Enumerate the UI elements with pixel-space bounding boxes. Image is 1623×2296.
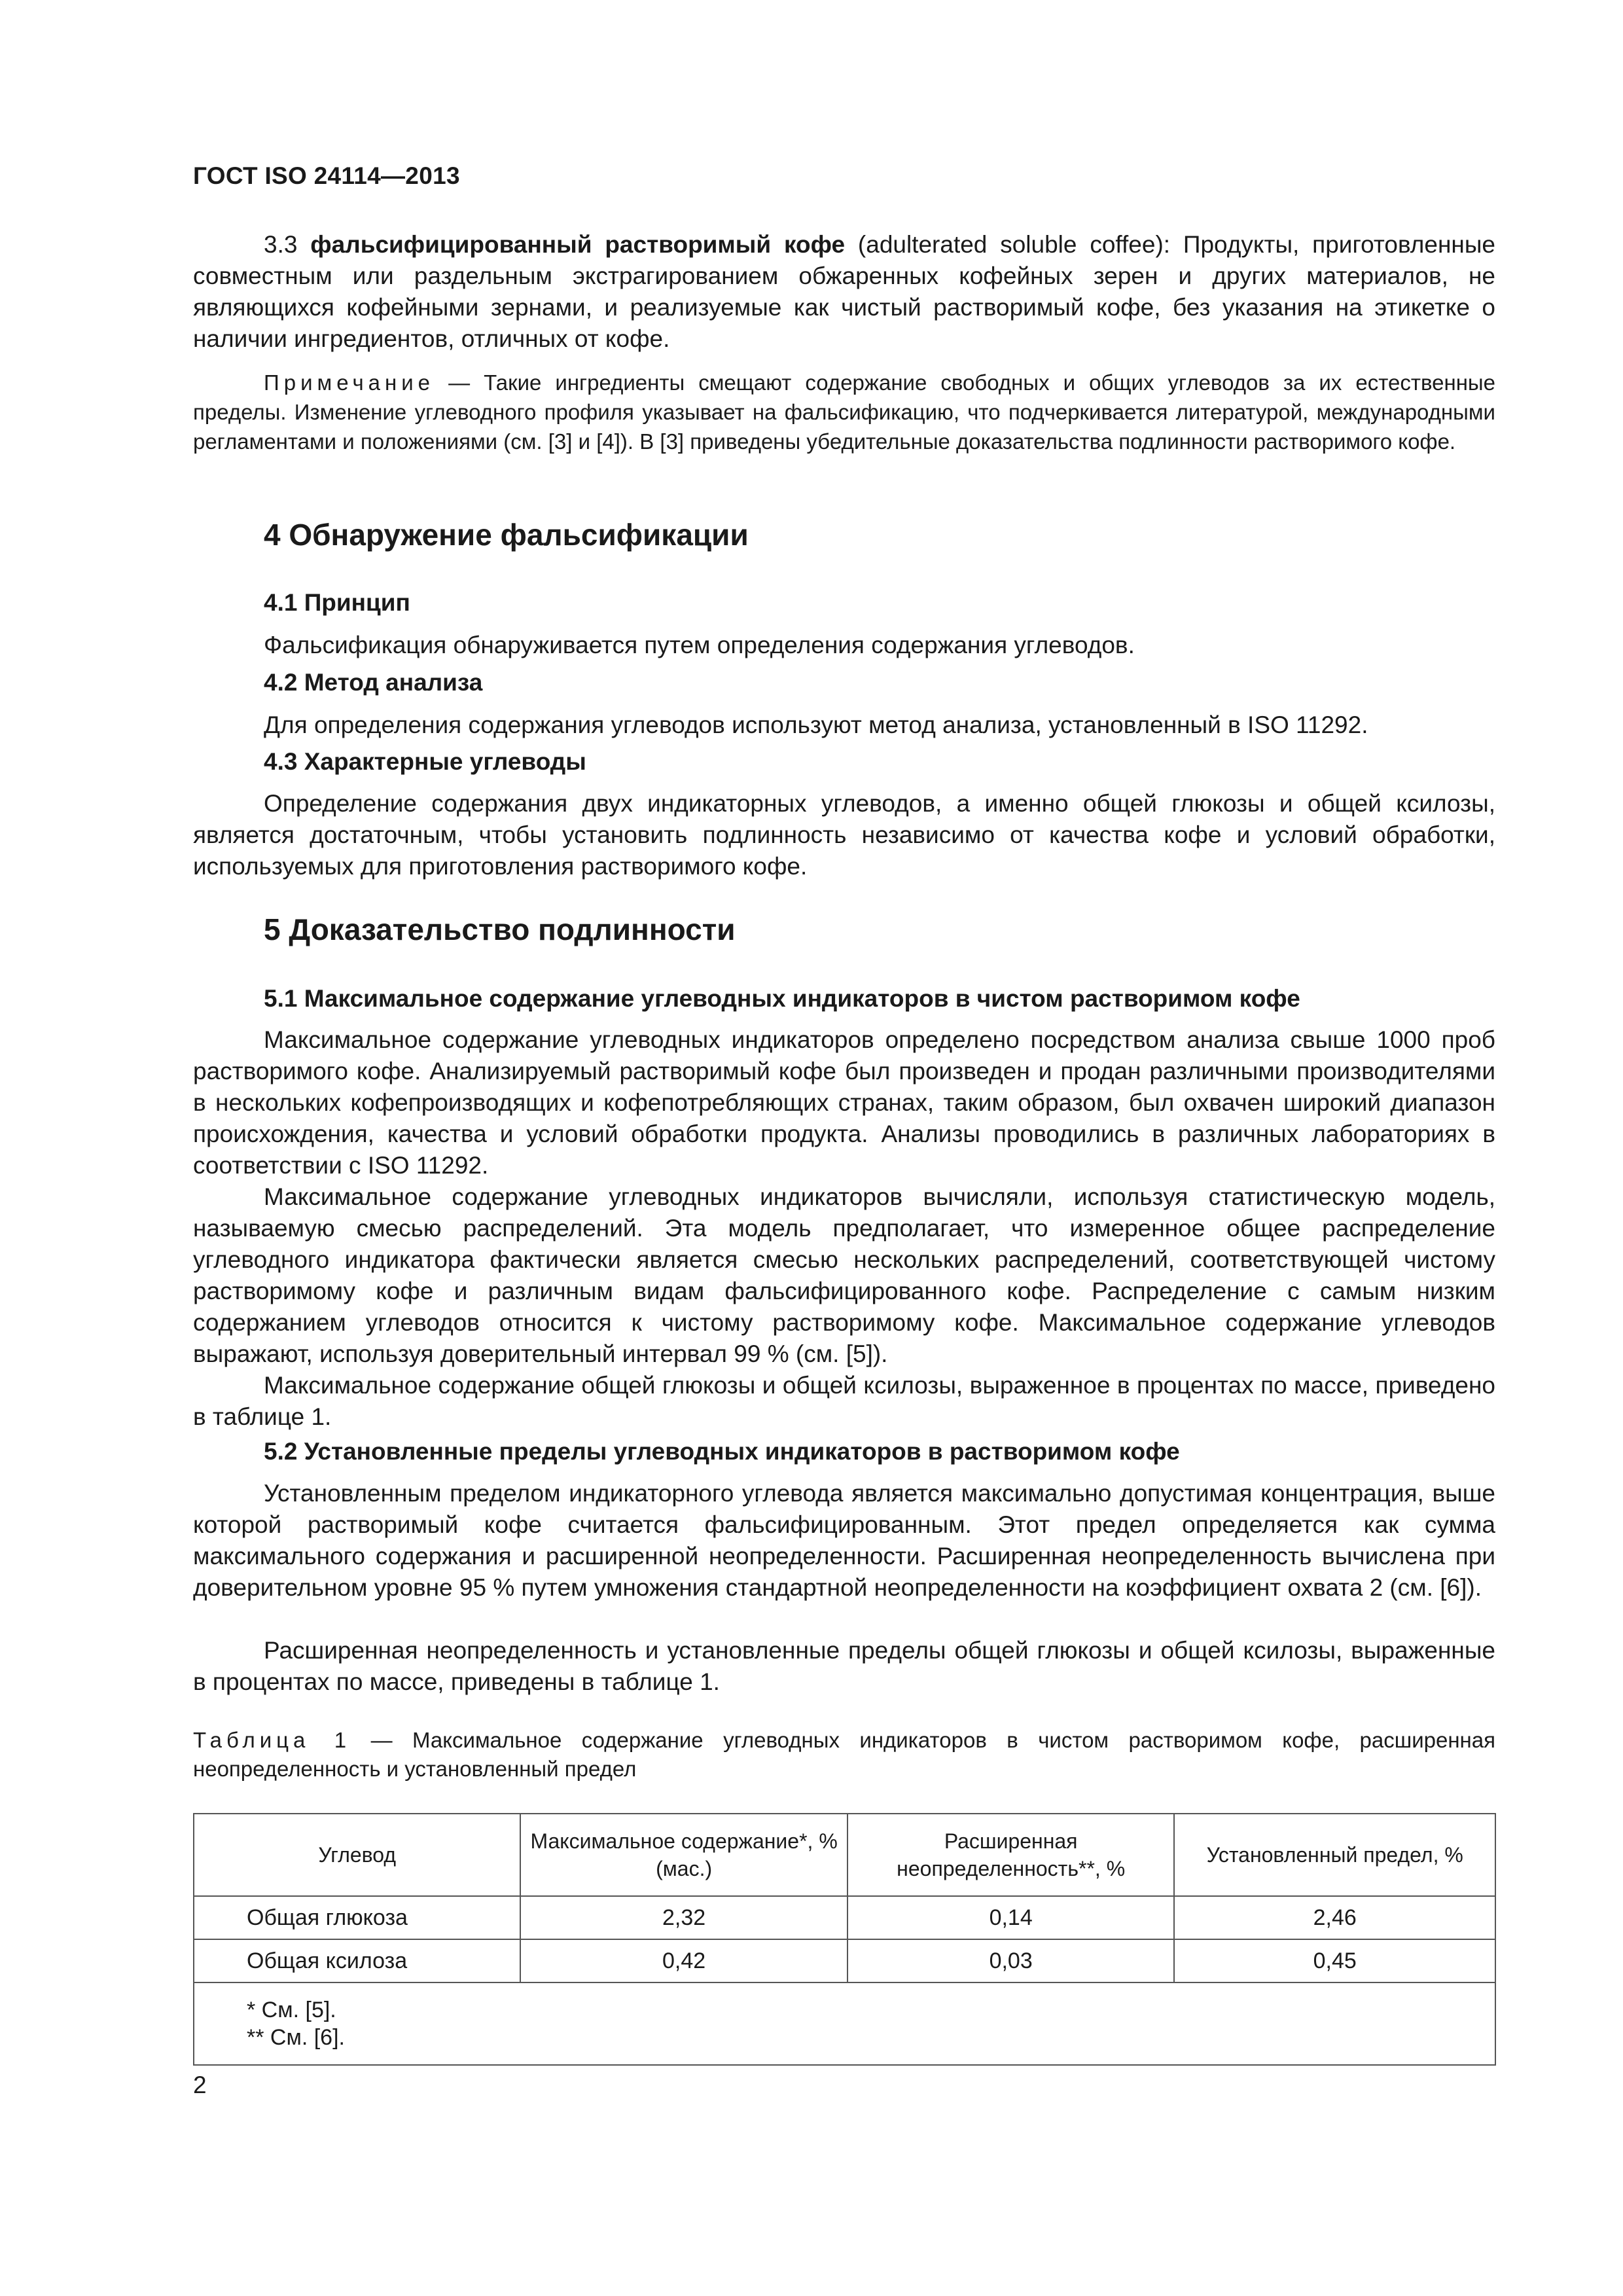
section-5-title: 5 Доказательство подлинности	[264, 912, 736, 946]
note	[193, 368, 1495, 456]
col-header-limit: Установленный предел, %	[1174, 1814, 1495, 1896]
table-header-row	[194, 1814, 1495, 1896]
table-caption-text: — Максимальное содержание углеводных индикаторов в чистом растворимом кофе, расширенная неопределенность и установленный предел	[193, 1728, 1496, 1781]
table-1	[193, 1813, 1496, 2066]
clause-3-3	[193, 229, 1495, 355]
page-number: 2	[193, 2072, 207, 2098]
table-caption-label: Таблица 1	[193, 1728, 351, 1752]
table-footnotes-row	[194, 1982, 1495, 2065]
clause-4-3-text: Определение содержания двух индикаторных углеводов, а именно общей глюкозы и общей ксилозы, является достаточным, чтобы установить подлинность независимо от качества кофе и условий обработки, используемых для приготовления растворимого кофе.	[193, 790, 1495, 880]
table-row	[194, 1896, 1495, 1939]
definition: (adulterated soluble coffee): Продукты, приготовленные совместным или раздельным экстрагированием обжаренных кофейных зерен и других материалов, не являющихся кофейными зернами, и реализуемые как чистый растворимый кофе, без указания на этикетке о наличии ингредиентов, отличных от кофе.	[193, 231, 1496, 352]
col-header-carbohydrate: Углевод	[194, 1814, 520, 1896]
clause-5-2-p1: Установленным пределом индикаторного углевода является максимально допустимая концентрация, выше которой растворимый кофе считается фальсифицированным. Этот предел определяется как сумма максимального содержания и расширенной неопределенности. Расширенная неопределенность вычислена при доверительном уровне 95 % путем умножения стандартной неопределенности на коэффициент охвата 2 (см. [6]).	[193, 1480, 1495, 1601]
clause-4-3-title: 4.3 Характерные углеводы	[264, 748, 586, 775]
clause-5-1-p2: Максимальное содержание углеводных индикаторов вычисляли, используя статистическую модель, называемую смесью распределений. Эта модель предполагает, что измеренное общее распределение углеводного индикатора фактически является смесью нескольких распределений, соответствующей чистому растворимому кофе и различным видам фальсифицированного кофе. Распределение с самым низким содержанием углеводов относится к чистому растворимому кофе. Максимальное содержание углеводов выражают, используя доверительный интервал 99 % (см. [5]).	[193, 1183, 1495, 1367]
clause-5-2-p2: Расширенная неопределенность и установленные пределы общей глюкозы и общей ксилозы, выраженные в процентах по массе, приведены в таблице 1.	[193, 1637, 1495, 1695]
cell-carbohydrate: Общая ксилоза	[194, 1939, 520, 1982]
col-header-uncertainty: Расширенная неопределенность**, %	[847, 1814, 1175, 1896]
cell-max-content: 0,42	[520, 1939, 847, 1982]
clause-5-1-p3: Максимальное содержание общей глюкозы и общей ксилозы, выраженное в процентах по массе, приведено в таблице 1.	[193, 1372, 1495, 1430]
clause-5-1-p1: Максимальное содержание углеводных индикаторов определено посредством анализа свыше 1000 проб растворимого кофе. Анализируемый растворимый кофе был произведен и продан различными производителями в нескольких кофепроизводящих и кофепотребляющих странах, таким образом, был охвачен широкий диапазон происхождения, качества и условий обработки продукта. Анализы проводились в различных лабораториях в соответствии с ISO 11292.	[193, 1026, 1495, 1179]
clause-5-1-title: 5.1 Максимальное содержание углеводных индикаторов в чистом растворимом кофе	[264, 985, 1300, 1012]
cell-limit: 2,46	[1174, 1896, 1495, 1939]
col-header-max-content: Максимальное содержание*, % (мас.)	[520, 1814, 847, 1896]
clause-4-1-title: 4.1 Принцип	[264, 589, 410, 616]
clause-4-2-text: Для определения содержания углеводов используют метод анализа, установленный в ISO 11292.	[264, 711, 1368, 738]
clause-4-1-text: Фальсификация обнаруживается путем определения содержания углеводов.	[264, 632, 1135, 658]
footnote: * См. [5].	[247, 1998, 336, 2022]
cell-uncertainty: 0,03	[847, 1939, 1175, 1982]
cell-uncertainty: 0,14	[847, 1896, 1175, 1939]
table-caption	[193, 1726, 1495, 1784]
note-text: — Такие ингредиенты смещают содержание свободных и общих углеводов за их естественные пределы. Изменение углеводного профиля указывает на фальсификацию, что подчеркивается литературой, международными регламентами и положениями (см. [3] и [4]). В [3] приведены убедительные доказательства подлинности растворимого кофе.	[193, 370, 1495, 454]
clause-number: 3.3	[264, 231, 298, 258]
note-label: Примечание	[264, 370, 435, 395]
table-row	[194, 1939, 1495, 1982]
table-footnotes	[194, 1982, 1495, 2065]
clause-4-2-title: 4.2 Метод анализа	[264, 669, 483, 696]
cell-max-content: 2,32	[520, 1896, 847, 1939]
cell-limit: 0,45	[1174, 1939, 1495, 1982]
clause-5-2-title: 5.2 Установленные пределы углеводных индикаторов в растворимом кофе	[264, 1438, 1180, 1465]
footnote: ** См. [6].	[247, 2025, 345, 2050]
cell-carbohydrate: Общая глюкоза	[194, 1896, 520, 1939]
document-header: ГОСТ ISO 24114—2013	[193, 162, 460, 189]
term: фальсифицированный растворимый кофе	[310, 231, 846, 258]
section-4-title: 4 Обнаружение фальсификации	[264, 518, 749, 552]
